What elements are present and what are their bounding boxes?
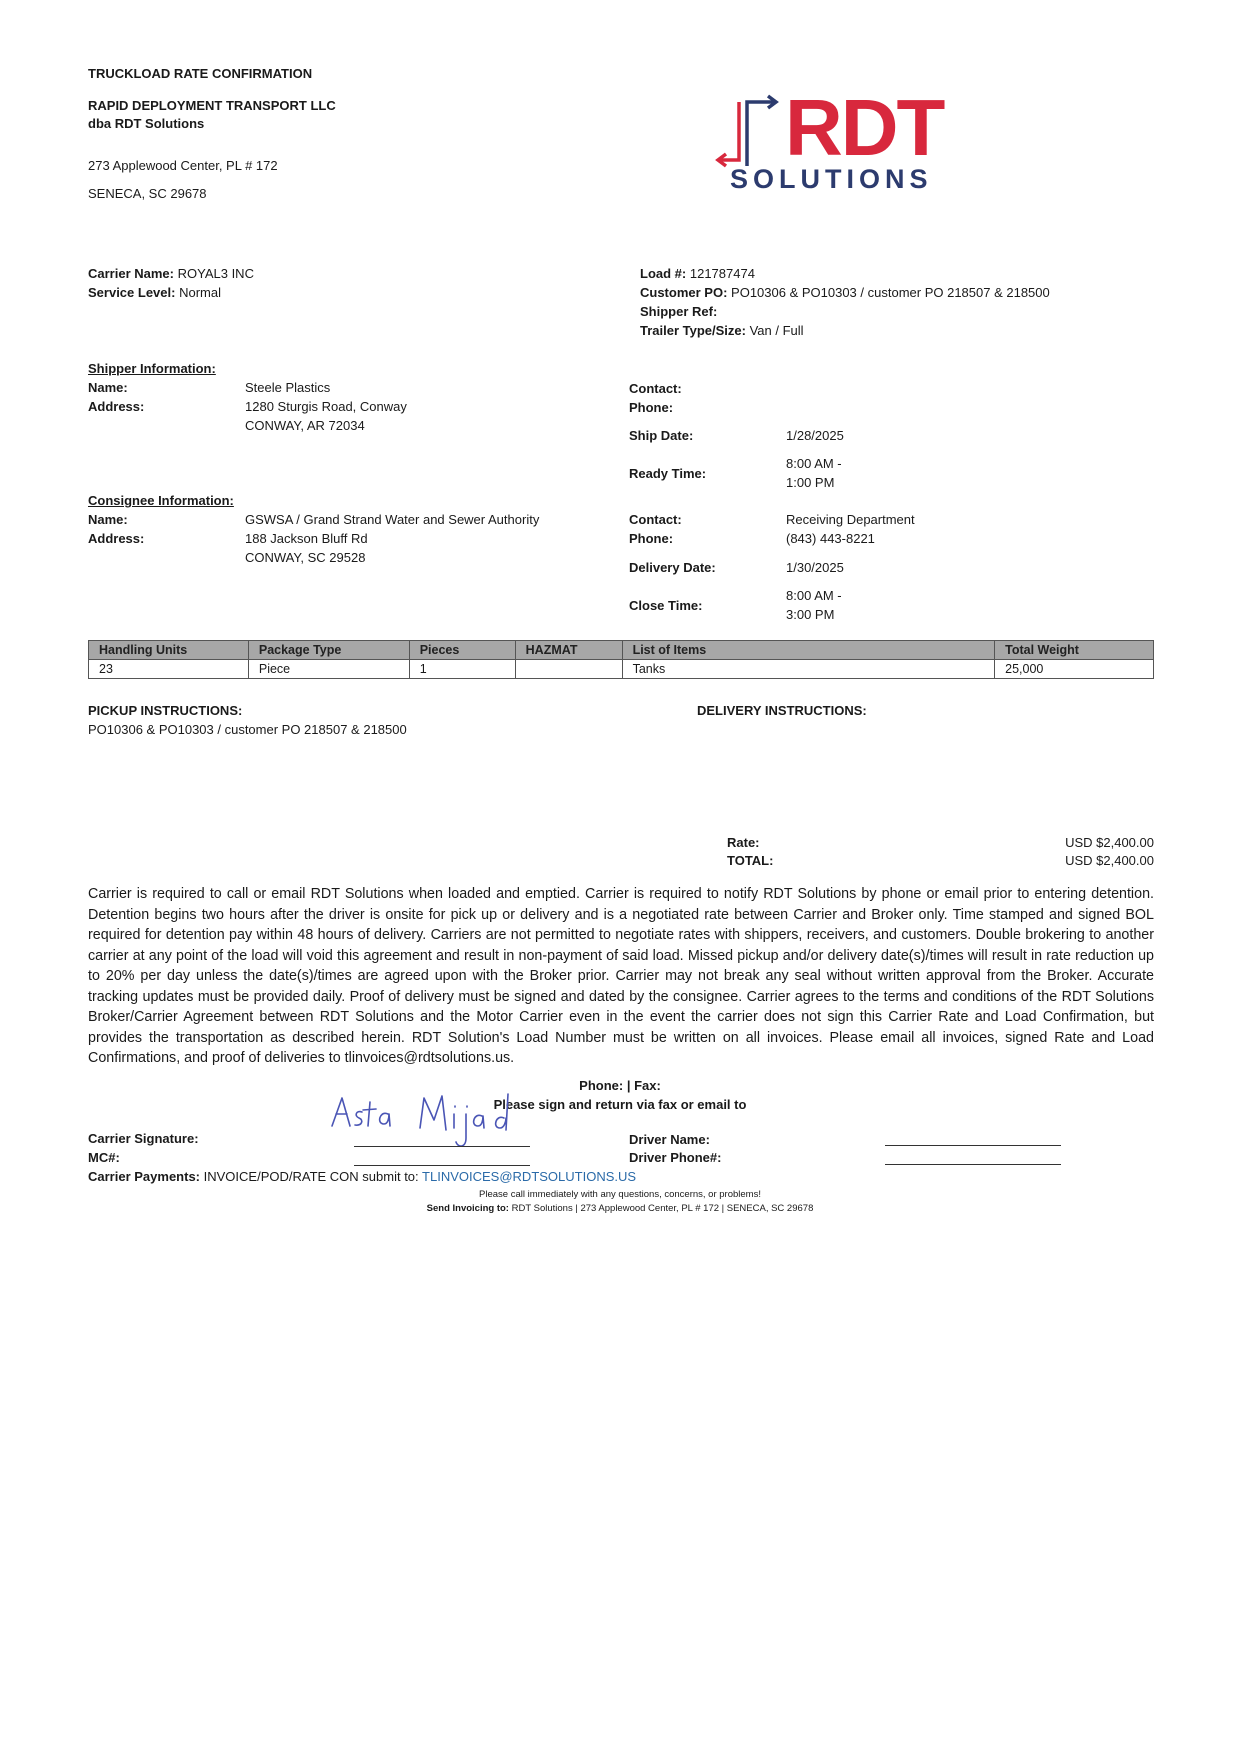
carrier-name-label: Carrier Name: <box>88 266 174 281</box>
consignee-name: GSWSA / Grand Strand Water and Sewer Authority <box>245 512 540 527</box>
ready-time-label: Ready Time: <box>629 466 707 481</box>
col-pieces: Pieces <box>409 641 515 660</box>
send-invoicing-label: Send Invoicing to: <box>426 1203 509 1214</box>
driver-phone-label: Driver Phone#: <box>629 1150 722 1165</box>
cell-pieces: 1 <box>409 660 515 679</box>
driver-name-label: Driver Name: <box>629 1132 710 1147</box>
support-note: Please call immediately with any questions, concerns, or problems! <box>479 1189 761 1200</box>
trailer-label: Trailer Type/Size: <box>640 323 746 338</box>
customer-po-row <box>640 285 1050 300</box>
pickup-instructions: PO10306 & PO10303 / customer PO 218507 & 218500 <box>88 722 407 737</box>
total-value: USD $2,400.00 <box>1065 853 1154 868</box>
carrier-payments-row <box>88 1169 636 1184</box>
terms-paragraph: Carrier is required to call or email RDT Solutions when loaded and emptied. Carrier is required to notify RDT Solutions by phone or email prior to entering detention. Detention begins two hours after the driver is onsite for pick up or delivery and is a negotiated rate between Carrier and Broker only. Time stamped and signed BOL required for detention pay within 48 hours of delivery. Carriers are not permitted to negotiate rates with shippers, receivers, and customers. Double brokering to another carrier at any point of the load will void this agreement and result in non-payment of said load. Missed pickup and/or delivery date(s)/times will result in rate reduction up to 20% per day unless the date(s)/times are agreed upon with the Broker prior. Carrier may not break any seal without written approval from the Broker. Accurate tracking updates must be provided daily. Proof of delivery must be signed and dated by the consignee. Carrier agrees to the terms and conditions of the RDT Solutions Broker/Carrier Agreement between RDT Solutions and the Motor Carrier even in the event the carrier does not sign this Carrier Rate and Load Confirmation, but provides the transportation as described herein. RDT Solution's Load Number must be written on all invoices. Please email all invoices, signed Rate and Load Confirmations, and proof of deliveries to tlinvoices@rdtsolutions.us. <box>88 886 1154 1066</box>
load-number: 121787474 <box>689 266 755 281</box>
cell-handling-units: 23 <box>89 660 249 679</box>
ready-time-from: 8:00 AM - <box>786 456 842 471</box>
cell-total-weight: 25,000 <box>995 660 1154 679</box>
table-header-row <box>89 641 1154 660</box>
ready-time-to: 1:00 PM <box>786 475 835 490</box>
service-level-row <box>88 285 221 300</box>
carrier-signature-label: Carrier Signature: <box>88 1131 199 1146</box>
shipper-ref-label: Shipper Ref: <box>640 304 718 319</box>
document-title: TRUCKLOAD RATE CONFIRMATION <box>88 66 313 81</box>
delivery-date: 1/30/2025 <box>786 560 844 575</box>
mc-line[interactable] <box>354 1153 530 1166</box>
consignee-heading: Consignee Information: <box>88 493 234 508</box>
shipper-heading: Shipper Information: <box>88 361 216 376</box>
close-time-from: 8:00 AM - <box>786 588 842 603</box>
delivery-instructions-label: DELIVERY INSTRUCTIONS: <box>697 703 867 718</box>
pickup-instructions-label: PICKUP INSTRUCTIONS: <box>88 703 243 718</box>
shipper-name-label: Name: <box>88 380 128 395</box>
service-level-label: Service Level: <box>88 285 176 300</box>
shipper-ref-row <box>640 304 717 319</box>
driver-name-line[interactable] <box>885 1133 1061 1146</box>
trailer-type: Van / Full <box>749 323 804 338</box>
consignee-address-line2: CONWAY, SC 29528 <box>245 550 366 565</box>
col-total-weight: Total Weight <box>995 641 1154 660</box>
total-label: TOTAL: <box>727 853 774 868</box>
col-handling-units: Handling Units <box>89 641 249 660</box>
col-hazmat: HAZMAT <box>515 641 622 660</box>
logo-wordmark: RDT <box>785 83 944 172</box>
shipper-name: Steele Plastics <box>245 380 331 395</box>
shipper-phone-label: Phone: <box>629 400 674 415</box>
ship-date: 1/28/2025 <box>786 428 844 443</box>
customer-po: PO10306 & PO10303 / customer PO 218507 & 218500 <box>731 285 1050 300</box>
rdt-solutions-logo <box>715 83 975 204</box>
driver-phone-line[interactable] <box>885 1152 1061 1165</box>
rate-label: Rate: <box>727 835 760 850</box>
rate-value: USD $2,400.00 <box>1065 835 1154 850</box>
carrier-payments-label: Carrier Payments: <box>88 1169 200 1184</box>
trailer-row <box>640 323 804 338</box>
mc-label: MC#: <box>88 1150 120 1165</box>
carrier-name-row <box>88 266 254 281</box>
items-table <box>88 640 1154 679</box>
logo-tagline: SOLUTIONS <box>730 164 933 194</box>
cell-list-of-items: Tanks <box>622 660 995 679</box>
carrier-payments-text: INVOICE/POD/RATE CON submit to: <box>203 1169 419 1184</box>
table-row <box>89 660 1154 679</box>
logo-arrows-icon <box>715 94 785 174</box>
consignee-address-line1: 188 Jackson Bluff Rd <box>245 531 368 546</box>
load-number-label: Load #: <box>640 266 687 281</box>
close-time-label: Close Time: <box>629 598 703 613</box>
consignee-phone: (843) 443-8221 <box>786 531 875 546</box>
cell-hazmat <box>515 660 622 679</box>
shipper-address-label: Address: <box>88 399 145 414</box>
send-invoicing-text: RDT Solutions | 273 Applewood Center, PL # 172 | SENECA, SC 29678 <box>511 1203 814 1214</box>
shipper-address-line2: CONWAY, AR 72034 <box>245 418 365 433</box>
consignee-contact: Receiving Department <box>786 512 915 527</box>
consignee-address-label: Address: <box>88 531 145 546</box>
contact-line: Phone: | Fax: <box>579 1078 661 1093</box>
company-address-line2: SENECA, SC 29678 <box>88 186 207 201</box>
consignee-name-label: Name: <box>88 512 128 527</box>
company-dba: dba RDT Solutions <box>88 116 205 131</box>
invoices-email-link[interactable]: TLINVOICES@RDTSOLUTIONS.US <box>422 1169 637 1184</box>
carrier-signature-line[interactable] <box>354 1134 530 1147</box>
sign-instruction: Please sign and return via fax or email to <box>493 1097 747 1112</box>
col-list-of-items: List of Items <box>622 641 995 660</box>
consignee-contact-label: Contact: <box>629 512 682 527</box>
load-number-row <box>640 266 755 281</box>
close-time-to: 3:00 PM <box>786 607 835 622</box>
service-level: Normal <box>179 285 221 300</box>
send-invoicing-row <box>0 1203 1240 1214</box>
col-package-type: Package Type <box>248 641 409 660</box>
delivery-date-label: Delivery Date: <box>629 560 716 575</box>
cell-package-type: Piece <box>248 660 409 679</box>
consignee-phone-label: Phone: <box>629 531 674 546</box>
company-address-line1: 273 Applewood Center, PL # 172 <box>88 158 278 173</box>
shipper-contact-label: Contact: <box>629 381 682 396</box>
ship-date-label: Ship Date: <box>629 428 694 443</box>
customer-po-label: Customer PO: <box>640 285 728 300</box>
shipper-address-line1: 1280 Sturgis Road, Conway <box>245 399 407 414</box>
company-name: RAPID DEPLOYMENT TRANSPORT LLC <box>88 98 336 113</box>
carrier-name: ROYAL3 INC <box>177 266 254 281</box>
